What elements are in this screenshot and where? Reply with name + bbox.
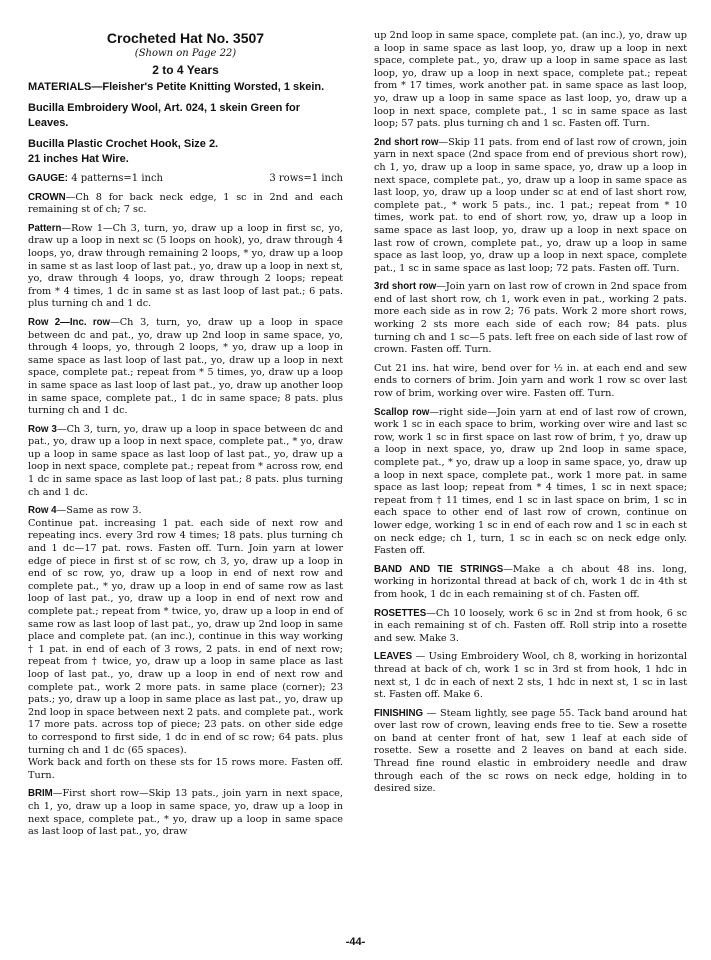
size-range: 2 to 4 Years xyxy=(152,63,219,77)
materials-line-3: Bucilla Plastic Crochet Hook, Size 2. xyxy=(28,138,219,150)
section-text: —First short row—Skip 13 pats., join yarn in next space, ch 1, yo, draw up a loop in same space, yo, draw up a loop in next space, complete pat., * yo, draw up a loop in same space as last loop of last pat., yo, draw xyxy=(28,788,343,838)
section-text: —Ch 3, turn, yo, draw up a loop in space between dc and pat., yo, draw up a loop in next space, complete pat., * yo, draw up a loop in same space as last loop of last pat., yo, draw up a loop in next space, complete pat.; repeat from * across row, end 1 dc in same space as last loop of last pat.; 8 pats. plus turning ch and 1 dc. xyxy=(28,423,343,498)
instruction-paragraph xyxy=(374,608,687,646)
instruction-paragraph xyxy=(374,651,687,701)
materials-line-2: Bucilla Embroidery Wool, Art. 024, 1 skein Green for Leaves. xyxy=(28,102,301,129)
gauge-label: GAUGE: xyxy=(28,173,68,184)
section-text: Work back and forth on these sts for 15 rows more. Fasten off. Turn. xyxy=(28,757,343,781)
section-text: — Using Embroidery Wool, ch 8, working in horizontal thread at back of ch, work 1 sc in 3rd st from hook, 1 hdc in next st, 1 dc in each of next 2 sts, 1 hdc in next st, 1 sc in last st. Fasten off. Make 6. xyxy=(374,651,687,701)
materials-line-1: MATERIALS—Fleisher's Petite Knitting Worsted, 1 skein. xyxy=(28,81,325,93)
section-label: BRIM xyxy=(28,788,53,800)
section-label: Scallop row xyxy=(374,406,430,418)
section-text: —Make a ch about 48 ins. long, working in horizontal thread at back of ch, work 1 dc in 4th st from hook, 1 dc in each remaining st of ch. Fasten off. xyxy=(374,563,687,600)
section-label: CROWN xyxy=(28,191,66,203)
shown-on-note: (Shown on Page 22) xyxy=(134,48,237,59)
materials-line-4: 21 inches Hat Wire. xyxy=(28,153,129,165)
section-label: Row 3 xyxy=(28,423,57,435)
section-text: Continue pat. increasing 1 pat. each side of next row and repeating incs. every 3rd row 4 times; 18 pats. plus turning ch and 1 dc—17 pat. rows. Fasten off. Turn. Join yarn at lower edge of piece in first st of sc row, ch 3, yo, draw up a loop in end of sc row, yo, draw up a loop in end of next row and complete pat., * yo, draw up a loop in end of same row as last loop of last pat., yo, draw up a loop in end of next row and complete pat.; repeat from * twice, yo, draw up a loop in end of same row as last loop of last pat., yo, draw up 2nd loop in same place and complete pat. (an inc.), continue in this way working † 1 pat. in end of each of 3 rows, 2 pats. in end of next row; repeat from † twice, yo, draw up a loop in same place as last loop of last pat., yo, draw up a loop in end of next row and complete pat., work 2 more pats. in same place (corner); 23 pats.; yo, draw up a loop in same place as last pat., yo, draw up 2nd loop in space between next 2 pats. and complete pat., work 17 more pats. across top of piece; 23 pats. on other side edge to correspond to first side, 1 dc in end of sc row; 64 pats. plus turning ch and 1 dc (65 spaces). xyxy=(28,517,343,756)
instruction-paragraph xyxy=(374,564,687,602)
gauge-rows: 3 rows=1 inch xyxy=(269,173,343,184)
page-number: -44- xyxy=(345,936,366,948)
section-text: —Ch 3, turn, yo, draw up a loop in space between dc and pat., yo, draw up 2nd loop in same space, yo, through 4 loops, yo, through 2 loops, * yo, draw up a loop in same space as last loop of last pat., yo, draw up a loop in next space, complete pat.; repeat from * 5 times, yo, draw up a loop in same space as last loop of last pat., yo, draw up another loop in same space, complete pat., 1 dc in same space; 8 pats. plus turning ch and 1 dc. xyxy=(28,316,343,417)
section-text: —Same as row 3. xyxy=(56,505,142,517)
section-label: FINISHING xyxy=(374,707,423,719)
instruction-paragraph xyxy=(28,192,343,217)
section-text: —Row 1—Ch 3, turn, yo, draw up a loop in first sc, yo, draw up a loop in next sc (5 loops on hook), yo, draw through 4 loops, yo, draw through remaining 2 loops, * yo, draw up a loop in same st as last loop of last pat., yo, draw up a loop in next st, yo, draw through 4 loops, yo, draw through 2 loops; repeat from * 4 times, 1 dc in same st as last loop of last pat.; 6 pats. plus turning ch and 1 dc. xyxy=(28,222,343,310)
section-text: Cut 21 ins. hat wire, bend over for ½ in. at each end and sew ends to corners of brim. Join yarn and work 1 row sc over last row of brim, working over wire. Fasten off. Turn. xyxy=(374,362,687,400)
instruction-paragraph xyxy=(374,407,687,558)
section-text: —right side—Join yarn at end of last row of crown, work 1 sc in each space to brim, working over wire and last sc row, work 1 sc in first space on last row of brim, † yo, draw up a loop in next space, yo, draw up 2nd loop in same space, complete pat., * yo, draw up a loop in same space, yo, draw up a loop in next space, complete pat., work 1 more pat. in same space as last loop; repeat from * 4 times, 1 sc in next space; repeat from † 11 times, end 1 sc in last space on brim, 1 sc in each space to other end of last row of crown, continue on lower edge, working 1 sc in end of each row and 1 sc in each st on neck edge; ch 1, turn, 1 sc in each sc on neck edge only. Fasten off. xyxy=(374,406,688,557)
section-text: —Join yarn on last row of crown in 2nd space from end of last short row, ch 1, work even in pat., working 2 pats. more each side as in row 2; 76 pats. Work 2 more short rows, working 2 sts more each side of each row; 84 pats. plus turning ch and 1 sc—5 pats. left free on each side of last row of crown. Fasten off. Turn. xyxy=(374,281,688,356)
section-label: Row 2—Inc. row xyxy=(28,316,111,328)
gauge-patterns: 4 patterns=1 inch xyxy=(71,173,163,184)
section-label: LEAVES xyxy=(374,651,413,663)
pattern-title: Crocheted Hat No. 3507 xyxy=(106,30,265,46)
right-column xyxy=(374,30,687,802)
instruction-paragraph xyxy=(374,281,687,357)
section-label: 2nd short row xyxy=(374,136,439,148)
instruction-paragraph xyxy=(28,518,343,757)
section-text: —Ch 10 loosely, work 6 sc in 2nd st from hook, 6 sc in each remaining st of ch. Fasten off. Roll strip into a rosette and sew. Make 3. xyxy=(374,607,687,644)
instruction-paragraph xyxy=(28,223,343,311)
instruction-paragraph xyxy=(374,708,687,796)
section-label: 3rd short row xyxy=(374,281,437,293)
left-column xyxy=(28,30,343,845)
materials-block xyxy=(28,80,343,167)
left-instructions xyxy=(28,192,343,839)
instruction-paragraph xyxy=(28,788,343,838)
section-label: ROSETTES xyxy=(374,607,427,619)
right-instructions xyxy=(374,30,687,796)
instruction-paragraph xyxy=(374,137,687,276)
section-label: BAND AND TIE STRINGS xyxy=(374,563,504,575)
section-text: up 2nd loop in same space, complete pat. (an inc.), yo, draw up a loop in same space as last loop, yo, draw up a loop in next space, complete pat., yo, draw up a loop in same space as last loop, yo, draw up a loop in next space, complete pat.; repeat from * 17 times, work another pat. in same space as last loop, yo, draw up a loop in same space as last loop, yo, draw up a loop in next space, complete pat., 1 sc in same space as last loop; 57 pats. plus turning ch and 1 sc. Fasten off. Turn. xyxy=(374,30,687,130)
section-label: Pattern xyxy=(28,222,62,234)
gauge-line xyxy=(28,173,343,186)
section-text: —Skip 11 pats. from end of last row of crown, join yarn in next space (2nd space from end of previous short row), ch 1, yo, draw up a loop in same space, yo, draw up a loop in next space, complete pat., yo, draw up a loop in same space as last loop, yo, draw up a loop under sc at end of last short row, complete pat., * work 5 pats., inc. 1 pat.; repeat from * 10 times, work pat. to end of short row, yo, draw up a loop in same space as last loop, yo, draw up a loop in next space on last row of crown, complete pat., yo, draw up a loop in same space as last loop, yo, draw up a loop in next space, complete pat., 1 sc in same space as last loop; 72 pats. Fasten off. Turn. xyxy=(374,136,687,274)
instruction-paragraph xyxy=(374,363,687,401)
instruction-paragraph xyxy=(28,505,343,518)
instruction-paragraph xyxy=(28,317,343,418)
section-text: — Steam lightly, see page 55. Tack band around hat over last row of crown, leaving ends free to tie. Sew a rosette on band at center front of hat, sew 1 leaf at each side of rosette. Sew a rosette and 2 leaves on band at each side. Thread fine round elastic in embroidery needle and draw through each of the sc rows on neck edge, holding in to desired size. xyxy=(374,707,687,795)
section-label: Row 4 xyxy=(28,505,57,517)
materials-label: MATERIALS— xyxy=(28,81,103,93)
instruction-paragraph xyxy=(374,30,687,131)
section-text: —Ch 8 for back neck edge, 1 sc in 2nd and each remaining st of ch; 7 sc. xyxy=(28,191,343,216)
instruction-paragraph xyxy=(28,757,343,782)
instruction-paragraph xyxy=(28,424,343,500)
